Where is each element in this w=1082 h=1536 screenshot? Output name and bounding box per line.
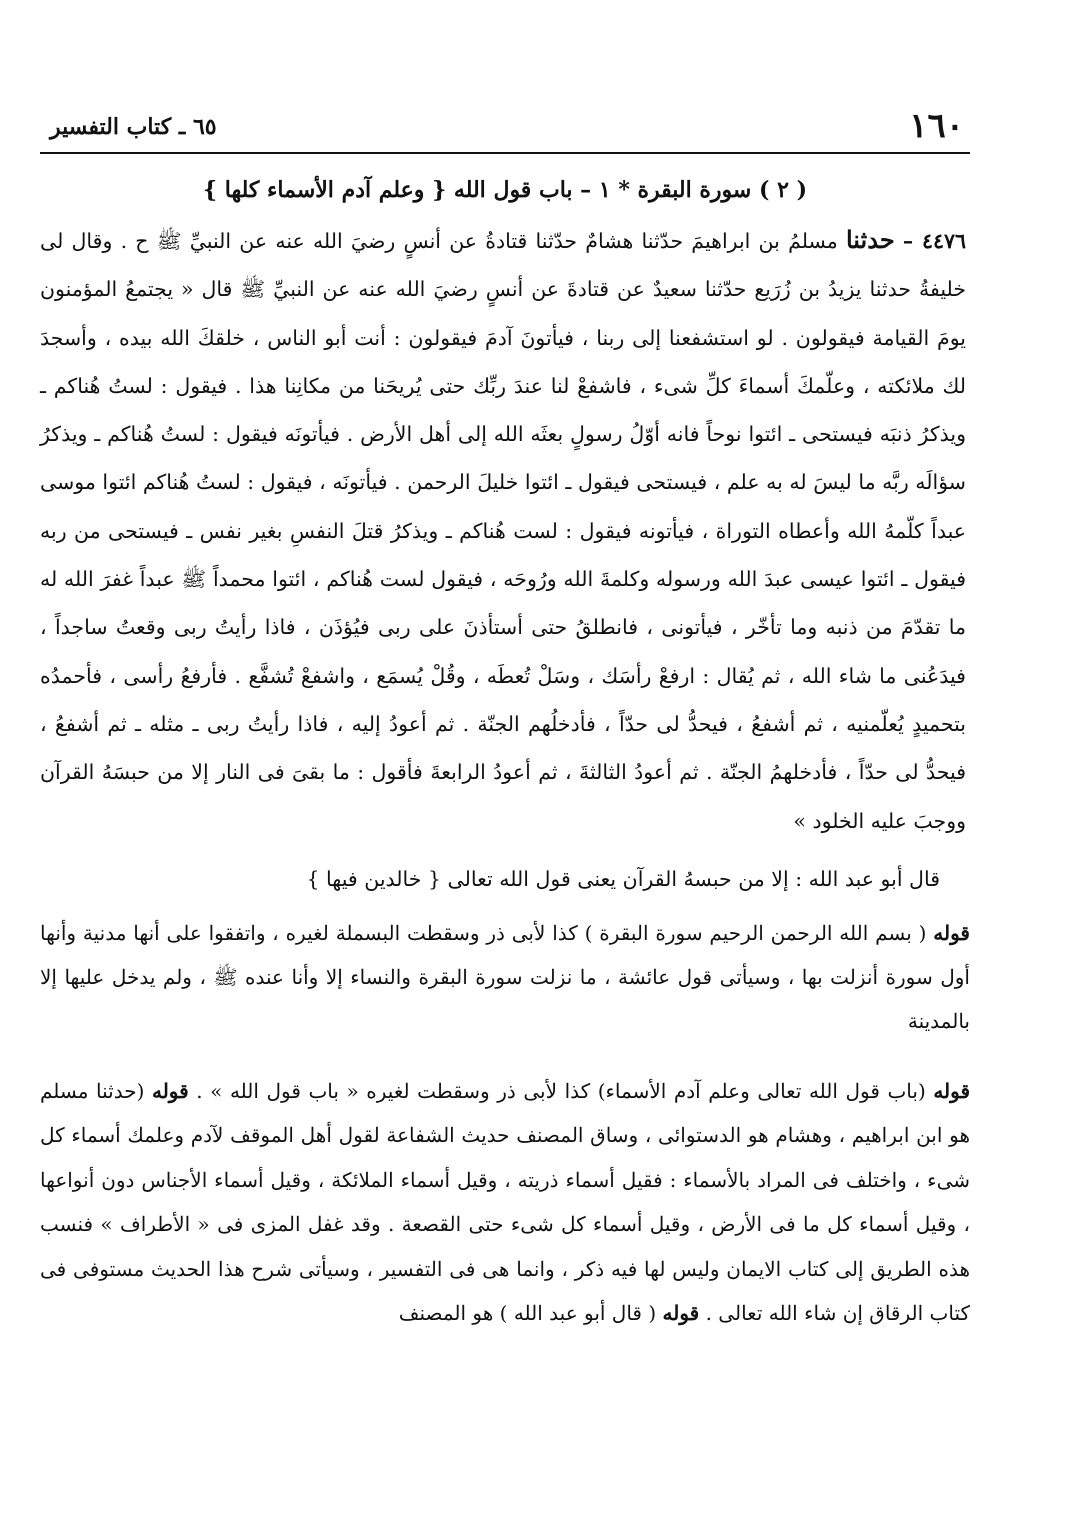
- commentary-paragraph-2: [40, 1069, 970, 1336]
- commentary-lead-word: قوله: [151, 1078, 189, 1103]
- commentary-paragraph-1: [40, 911, 970, 1043]
- book-page: [40, 100, 970, 1336]
- commentary-body: ( قال أبو عبد الله ) هو المصنف: [398, 1301, 657, 1326]
- hadith-lead-word: حدثنا: [845, 225, 895, 254]
- section-heading: ( ٢ ) سورة البقرة * ١ – باب قول الله { وعلم آدم الأسماء كلها }: [202, 177, 807, 203]
- commentary-lead-word: قوله: [662, 1301, 700, 1326]
- commentary-lead-word: قوله: [933, 1078, 971, 1103]
- hadith-number: ٤٤٧٦ –: [902, 229, 966, 253]
- commentary-lead-word: قوله: [933, 920, 970, 945]
- page-number: ١٦٠: [909, 106, 964, 146]
- hadith-text: [40, 216, 970, 845]
- commentary-body: (حدثنا مسلم هو ابن ابراهيم ، وهشام هو الدستوائى ، وساق المصنف حديث الشفاعة لقول أهل الموقف لآدم وعلمك أسماء كل شىء ، واختلف فى المراد بالأسماء : فقيل أسماء ذريته ، وقيل أسماء الملائكة ، وقيل أسماء الأجناس دون أنواعها ، وقيل أسماء كل ما فى الأرض ، وقيل أسماء كل شىء حتى القصعة . وقد غفل المزى فى « الأطراف » فنسب هذه الطريق إلى كتاب الايمان وليس لها فيه ذكر ، وانما هى فى التفسير ، وسيأتى شرح هذا الحديث مستوفى فى كتاب الرقاق إن شاء الله تعالى .: [40, 1078, 970, 1326]
- author-note: قال أبو عبد الله : إلا من حبسهُ القرآن يعنى قول الله تعالى { خالدين فيها }: [306, 866, 940, 891]
- commentary-body: ( بسم الله الرحمن الرحيم سورة البقرة ) كذا لأبى ذر وسقطت البسملة لغيره ، واتفقوا على أنها مدنية وأنها أول سورة أنزلت بها ، وسيأتى قول عائشة ، ما نزلت سورة البقرة والنساء إلا وأنا عنده ﷺ ، ولم يدخل عليها إلا بالمدينة: [40, 920, 970, 1033]
- hadith-body: مسلمُ بن ابراهيمَ حدّثنا هشامٌ حدّثنا قتادةُ عن أنسٍ رضيَ الله عنه عن النبيِّ ﷺ ح . وقال لى خليفةُ حدثنا يزيدُ بن زُرَيع حدّثنا سعيدٌ عن قتادةَ عن أنسٍ رضيَ الله عنه عن النبيِّ ﷺ قال « يجتمعُ المؤمنون يومَ القيامة فيقولون . لو استشفعنا إلى ربنا ، فيأتونَ آدمَ فيقولون : أنت أبو الناس ، خلقكَ الله بيده ، وأسجدَ لك ملائكته ، وعلّمكَ أسماءَ كلِّ شىء ، فاشفعْ لنا عندَ ربِّك حتى يُريحَنا من مكانِنا هذا . فيقول : لستُ هُناكم ـ ويذكرُ ذنبَه فيستحى ـ ائتوا نوحاً فانه أوّلُ رسولٍ بعثَه الله إلى أهل الأرض . فيأتونَه فيقول : لستُ هُناكم ـ ويذكرُ سؤالَه ربَّه ما ليسَ له به علم ، فيستحى فيقول ـ ائتوا خليلَ الرحمن . فيأتونَه ، فيقول : لستُ هُناكم ائتوا موسى عبداً كلّمهُ الله وأعطاه التوراة ، فيأتونه فيقول : لست هُناكم ـ ويذكرُ قتلَ النفسِ بغير نفس ـ فيستحى من ربه فيقول ـ ائتوا عيسى عبدَ الله ورسوله وكلمةَ الله ورُوحَه ، فيقول لست هُناكم ، ائتوا محمداً ﷺ عبداً غفرَ الله له ما تقدّمَ من ذنبه وما تأخّر ، فيأتونى ، فانطلقُ حتى أستأذنَ على ربى فيُؤذَن ، فاذا رأيتُ ربى وقعتُ ساجداً ، فيدَعُنى ما شاء الله ، ثم يُقال : ارفعْ رأسَك ، وسَلْ تُعطَه ، وقُلْ يُسمَع ، واشفعْ تُشفَّع . فأرفعُ رأسى ، فأحمدُه بتحميدٍ يُعلّمنيه ، ثم أشفعُ ، فيحدُّ لى حدّاً ، فأدخلُهم الجنّة . ثم أعودُ إليه ، فاذا رأيتُ ربى ـ مثله ـ ثم أشفعُ ، فيحدُّ لى حدّاً ، فأدخلهمُ الجنّة . ثم أعودُ الثالثةَ ، ثم أعودُ الرابعةَ فأقول : ما بقىَ فى النار إلا من حبسَهُ القرآن ووجبَ عليه الخلود »: [40, 229, 966, 833]
- commentary-body: (باب قول الله تعالى وعلم آدم الأسماء) كذا لأبى ذر وسقطت لغيره « باب قول الله » .: [196, 1078, 926, 1103]
- chapter-title: ٦٥ ـ كتاب التفسير: [50, 114, 217, 140]
- page-header: [40, 100, 970, 154]
